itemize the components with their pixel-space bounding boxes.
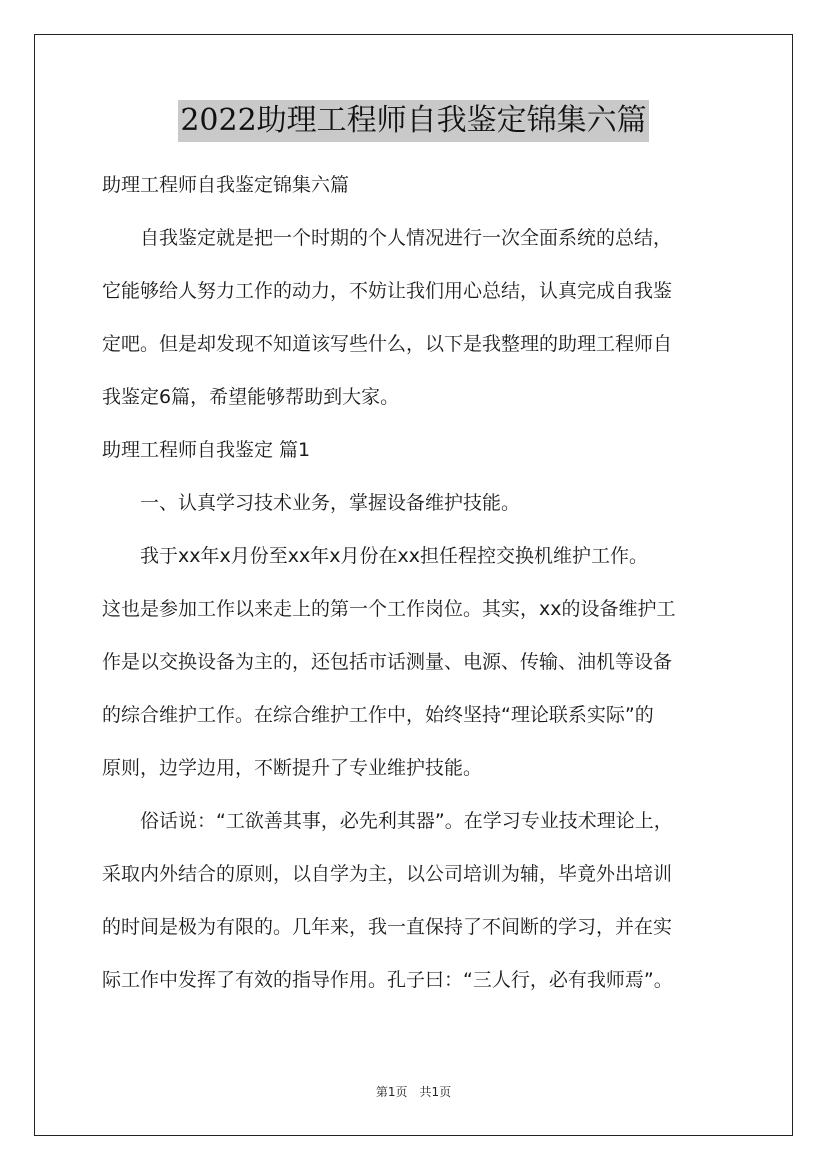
body-line: 一、认真学习技术业务，掌握设备维护技能。 xyxy=(102,492,521,514)
body-line: 俗话说：“工欲善其事，必先利其器”。在学习专业技术理论上， xyxy=(102,810,673,832)
document-title: 2022助理工程师自我鉴定锦集六篇 xyxy=(178,100,648,142)
body-line: 自我鉴定就是把一个时期的个人情况进行一次全面系统的总结， xyxy=(102,227,673,249)
body-line: 的时间是极为有限的。几年来，我一直保持了不间断的学习，并在实 xyxy=(102,916,673,938)
section-heading: 助理工程师自我鉴定 篇1 xyxy=(102,439,311,461)
body-line: 作是以交换设备为主的，还包括市话测量、电源、传输、油机等设备 xyxy=(102,651,673,673)
body-line: 这也是参加工作以来走上的第一个工作岗位。其实，xx的设备维护工 xyxy=(102,598,676,620)
page-footer: 第1页 共1页 xyxy=(375,1085,452,1099)
body-line: 我鉴定6篇，希望能够帮助到大家。 xyxy=(102,386,400,408)
body-line: 采取内外结合的原则，以自学为主，以公司培训为辅，毕竟外出培训 xyxy=(102,863,673,885)
body-line: 定吧。但是却发现不知道该写些什么，以下是我整理的助理工程师自 xyxy=(102,333,673,355)
body-line: 际工作中发挥了有效的指导作用。孔子曰：“三人行，必有我师焉”。 xyxy=(102,969,673,991)
body-line: 的综合维护工作。在综合维护工作中，始终坚持“理论联系实际”的 xyxy=(102,704,654,726)
body-line: 它能够给人努力工作的动力，不妨让我们用心总结，认真完成自我鉴 xyxy=(102,280,673,302)
body-line: 助理工程师自我鉴定锦集六篇 xyxy=(102,174,350,196)
body-line: 原则，边学边用，不断提升了专业维护技能。 xyxy=(102,757,483,779)
body-line: 我于xx年x月份至xx年x月份在xx担任程控交换机维护工作。 xyxy=(102,545,648,567)
title-container xyxy=(0,100,827,142)
